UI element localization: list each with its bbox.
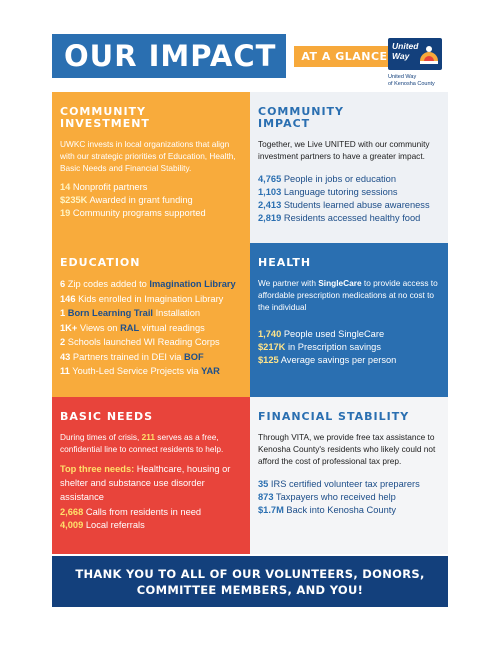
logo-caption: United Way of Kenosha County (388, 74, 435, 87)
community-investment-description: UWKC invests in local organizations that align with our strategic priorities of Education, Health, Basic Needs and Financial Stability. (60, 139, 236, 173)
united-way-hand-icon (418, 41, 440, 67)
stat-row: 2,668 Calls from residents in need (60, 507, 202, 517)
stat-row: 43 Partners trained in DEI via BOF (60, 351, 204, 362)
top-three-needs: Top three needs: Healthcare, housing or shelter and substance use disorder assistance (60, 464, 231, 502)
community-impact-description: Together, we Live UNITED with our community investment partners to have a greater impact. (258, 139, 430, 161)
stat-row: $235K Awarded in grant funding (60, 195, 193, 205)
stat-row: 1,103 Language tutoring sessions (258, 187, 398, 197)
stat-row: 1 Born Learning Trail Installation (60, 308, 201, 318)
community-impact-heading: COMMUNITY IMPACT (258, 105, 345, 130)
united-way-logo (388, 38, 454, 88)
stat-row: 2,819 Residents accessed healthy food (258, 213, 421, 223)
financial-stability-heading: FINANCIAL STABILITY (258, 410, 410, 423)
stat-row: 6 Zip codes added to Imagination Library (60, 279, 236, 289)
stat-row: 2,413 Students learned abuse awareness (258, 200, 430, 210)
stat-row: $125 Average savings per person (258, 355, 397, 365)
stat-row: 1,740 People used SingleCare (258, 329, 385, 339)
health-panel (250, 243, 448, 397)
education-panel (52, 243, 250, 397)
page-title: OUR IMPACT (52, 34, 286, 78)
stat-row: $1.7M Back into Kenosha County (258, 505, 396, 515)
thank-you-banner: THANK YOU TO ALL OF OUR VOLUNTEERS, DONORS, COMMITTEE MEMBERS, AND YOU! (52, 556, 448, 607)
stat-row: 11 Youth-Led Service Projects via YAR (60, 366, 220, 376)
community-impact-panel (250, 92, 448, 243)
basic-needs-description: During times of crisis, 211 serves as a free, confidential line to connect residents to help. (60, 432, 224, 454)
stat-row: 14 Nonprofit partners (60, 182, 148, 192)
stat-row: $217K in Prescription savings (258, 342, 381, 352)
stat-row: 146 Kids enrolled in Imagination Library (60, 293, 224, 304)
page-subtitle-badge: AT A GLANCE (294, 46, 394, 67)
basic-needs-panel (52, 397, 250, 554)
stat-row: 35 IRS certified volunteer tax preparers (258, 479, 420, 489)
financial-stability-panel (250, 397, 448, 554)
stat-row: 4,009 Local referrals (60, 520, 145, 530)
logo-wordmark: United Way (392, 41, 419, 61)
financial-stability-description: Through VITA, we provide free tax assistance to Kenosha County's residents who likely could not afford the cost of professional tax prep. (258, 432, 436, 466)
stat-row: 4,765 People in jobs or education (258, 174, 397, 184)
stat-row: 2 Schools launched WI Reading Corps (60, 337, 220, 347)
basic-needs-heading: BASIC NEEDS (60, 410, 154, 423)
community-investment-panel (52, 92, 250, 243)
stat-row: 19 Community programs supported (60, 208, 206, 218)
health-heading: HEALTH (258, 256, 312, 269)
stat-row: 873 Taxpayers who received help (258, 492, 396, 502)
health-description: We partner with SingleCare to provide access to affordable prescription medications at no cost to the individual (258, 278, 438, 312)
page-header (52, 34, 395, 78)
impact-grid (52, 92, 448, 554)
community-investment-heading: COMMUNITY INVESTMENT (60, 105, 150, 130)
stat-row: 1K+ Views on RAL virtual readings (60, 322, 205, 333)
education-heading: EDUCATION (60, 256, 141, 269)
logo-box (388, 38, 442, 70)
